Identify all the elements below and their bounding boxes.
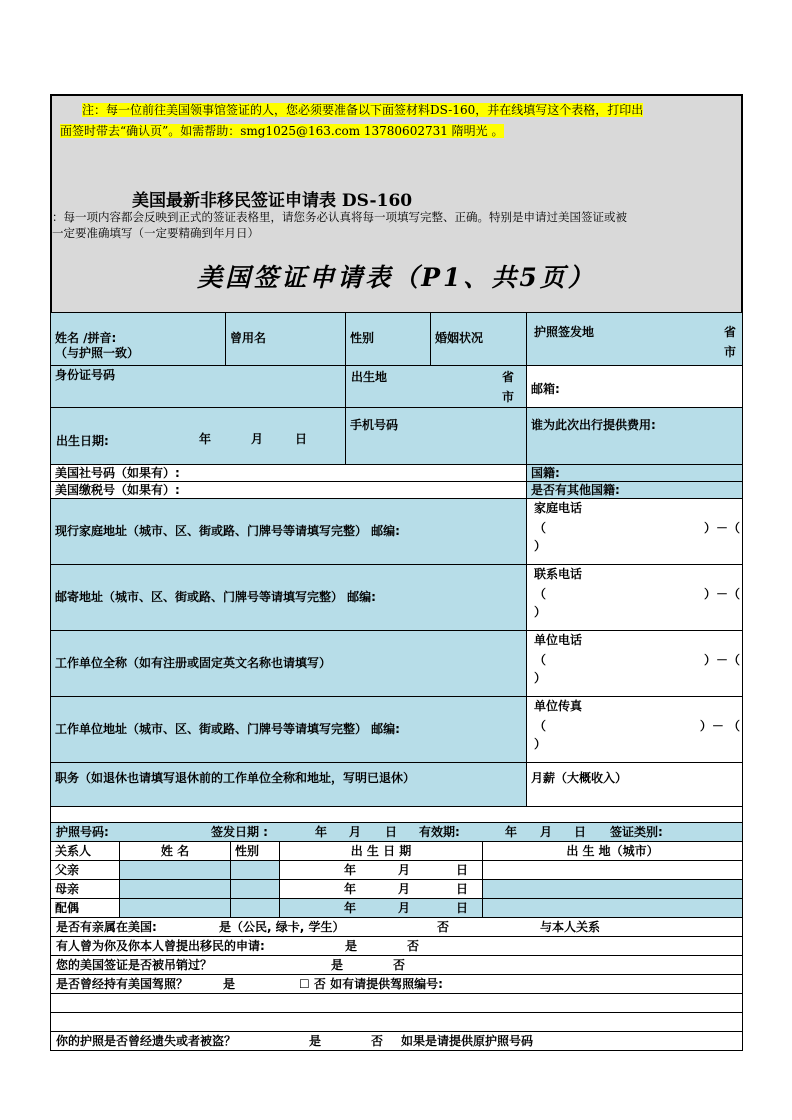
form-page xyxy=(50,94,743,1084)
other-nationality-field[interactable] xyxy=(526,481,743,499)
home-phone-close: ） xyxy=(534,539,547,553)
blank-row[interactable] xyxy=(50,1012,743,1032)
spouse-birthdate-input[interactable]: 年 月 日 xyxy=(279,898,483,918)
father-birthplace-input[interactable] xyxy=(482,860,743,880)
birthplace-field[interactable] xyxy=(345,365,527,408)
email-field[interactable] xyxy=(526,365,743,408)
rel-gender-header: 性别 xyxy=(230,841,280,861)
work-fax-close: ） xyxy=(534,737,547,751)
work-phone-lparen: （ xyxy=(534,653,547,667)
home-phone-field[interactable] xyxy=(526,498,743,565)
rel-birthdate-header: 出 生 日 期 xyxy=(279,841,483,861)
work-phone-label: 单位电话 xyxy=(534,633,583,647)
ssn-label: 美国社号码（如果有）: xyxy=(55,466,180,480)
father-gender-input[interactable] xyxy=(230,860,280,880)
father-name-input[interactable] xyxy=(119,860,231,880)
birth-day-label: 日 xyxy=(295,432,308,446)
work-fax-lparen: （ xyxy=(534,719,547,733)
license-number-input[interactable] xyxy=(50,993,743,1013)
position-field[interactable] xyxy=(50,762,527,807)
gender-field[interactable] xyxy=(345,312,431,366)
rel-name-header: 姓 名 xyxy=(119,841,231,861)
id-number-field[interactable] xyxy=(50,365,346,408)
payer-field[interactable] xyxy=(526,407,743,465)
employer-name-field[interactable] xyxy=(50,630,527,697)
gender-label: 性别 xyxy=(350,331,375,345)
used-name-field[interactable] xyxy=(225,312,346,366)
tax-id-label: 美国缴税号（如果有）: xyxy=(55,483,180,497)
form-grid xyxy=(50,312,743,1084)
work-fax-field[interactable] xyxy=(526,696,743,763)
used-name-label: 曾用名 xyxy=(230,331,267,345)
passport-row[interactable] xyxy=(50,822,743,842)
mother-birthplace-input[interactable] xyxy=(482,879,743,899)
issue-day-label: 日 xyxy=(385,825,398,839)
home-phone-lparen: （ xyxy=(534,521,547,535)
birth-date-label: 出生日期: xyxy=(56,434,109,448)
marital-label: 婚姻状况 xyxy=(435,331,484,345)
employer-address-field[interactable] xyxy=(50,696,527,763)
contact-phone-field[interactable] xyxy=(526,564,743,631)
nationality-field[interactable] xyxy=(526,464,743,482)
instruction-line-2: 一定要准确填写（一定要精确到年月日） xyxy=(52,226,259,240)
passport-province-label: 省 xyxy=(723,325,736,339)
issue-year-label: 年 xyxy=(315,825,328,839)
valid-until-label: 有效期: xyxy=(419,825,460,839)
birthplace-province-label: 省 xyxy=(501,370,514,384)
salary-label: 月薪（大概收入） xyxy=(531,771,628,785)
spouse-birthplace-input[interactable] xyxy=(482,898,743,918)
passport-place-label: 护照签发地 xyxy=(534,325,595,339)
passport-city-label: 市 xyxy=(723,345,736,359)
spacer-row xyxy=(50,806,743,823)
contact-phone-label: 联系电话 xyxy=(534,567,583,581)
mother-name-input[interactable] xyxy=(119,879,231,899)
nationality-label: 国籍: xyxy=(531,466,560,480)
question-revoked-row[interactable]: 您的美国签证是否被吊销过？ 是 否 xyxy=(50,955,743,975)
spouse-gender-input[interactable] xyxy=(230,898,280,918)
position-label: 职务（如退休也请填写退休前的工作单位全称和地址，写明已退休） xyxy=(55,771,416,785)
work-phone-field[interactable] xyxy=(526,630,743,697)
instructions xyxy=(52,209,743,241)
visa-type-label: 签证类别: xyxy=(610,825,663,839)
birth-date-field[interactable] xyxy=(50,407,346,465)
employer-name-label: 工作单位全称（如有注册或固定英文名称也请填写） xyxy=(55,656,332,670)
instruction-line-1: ：每一项内容都会反映到正式的签证表格里，请您务必认真将每一项填写完整、正确。特别是申请过美国签证或被 xyxy=(52,210,627,224)
name-note: （与护照一致） xyxy=(55,346,140,360)
name-field[interactable] xyxy=(50,312,226,366)
issue-date-label: 签发日期 : xyxy=(211,825,268,839)
father-label-cell: 父亲 xyxy=(50,860,120,880)
passport-no-label: 护照号码: xyxy=(56,825,109,839)
question-immigrant-row[interactable]: 有人曾为你及你本人曾提出移民的申请: 是 否 xyxy=(50,936,743,956)
valid-year-label: 年 xyxy=(505,825,518,839)
work-phone-close: ） xyxy=(534,671,547,685)
birth-month-label: 月 xyxy=(251,432,264,446)
work-fax-mid: ）－ （ xyxy=(699,719,740,733)
home-phone-mid: ）－（ xyxy=(703,521,740,535)
rel-birthplace-header: 出 生 地（城市） xyxy=(482,841,743,861)
employer-address-label: 工作单位地址（城市、区、街或路、门牌号等请填写完整） 邮编: xyxy=(55,722,400,736)
payer-label: 谁为此次出行提供费用: xyxy=(531,418,656,432)
spouse-name-input[interactable] xyxy=(119,898,231,918)
contact-phone-lparen: （ xyxy=(534,587,547,601)
other-nationality-label: 是否有其他国籍: xyxy=(531,483,620,497)
birthplace-label: 出生地 xyxy=(351,370,388,384)
birthplace-city-label: 市 xyxy=(501,390,514,404)
home-address-field[interactable] xyxy=(50,498,527,565)
name-label: 姓名 /拼音: xyxy=(55,331,117,345)
work-phone-mid: ）－（ xyxy=(703,653,740,667)
mother-gender-input[interactable] xyxy=(230,879,280,899)
contact-phone-mid: ）－（ xyxy=(703,587,740,601)
birth-year-label: 年 xyxy=(199,432,212,446)
ssn-field[interactable] xyxy=(50,464,527,482)
question-lost-passport-row[interactable]: 你的护照是否曾经遗失或者被盗？ 是 否 如果是请提供原护照号码 xyxy=(50,1031,743,1051)
marital-status-field[interactable] xyxy=(430,312,527,366)
notice-text xyxy=(60,100,740,142)
mobile-label: 手机号码 xyxy=(350,418,399,432)
question-license-row[interactable]: 是否曾经持有美国驾照？ 是 ☐ 否 如有请提供驾照编号: xyxy=(50,974,743,994)
salary-field[interactable] xyxy=(526,762,743,807)
tax-id-field[interactable] xyxy=(50,481,527,499)
id-number-label: 身份证号码 xyxy=(55,368,116,382)
father-birthdate-input[interactable]: 年 月 日 xyxy=(279,860,483,880)
email-label: 邮箱: xyxy=(531,382,560,396)
valid-month-label: 月 xyxy=(540,825,553,839)
form-title: 美国最新非移民签证申请表 DS-160 xyxy=(132,191,413,211)
contact-phone-close: ） xyxy=(534,605,547,619)
mail-address-field[interactable] xyxy=(50,564,527,631)
home-phone-label: 家庭电话 xyxy=(534,501,583,515)
home-address-label: 现行家庭地址（城市、区、街或路、门牌号等请填写完整） 邮编: xyxy=(55,524,400,538)
issue-month-label: 月 xyxy=(349,825,362,839)
valid-day-label: 日 xyxy=(574,825,587,839)
mother-label-cell: 母亲 xyxy=(50,879,120,899)
mobile-field[interactable] xyxy=(345,407,527,465)
passport-place-field[interactable] xyxy=(526,312,743,366)
relation-header: 关系人 xyxy=(50,841,120,861)
question-relatives-row[interactable]: 是否有亲属在美国: 是（公民, 绿卡, 学生） 否 与本人关系 xyxy=(50,917,743,937)
spouse-label-cell: 配偶 xyxy=(50,898,120,918)
work-fax-label: 单位传真 xyxy=(534,699,583,713)
mother-birthdate-input[interactable]: 年 月 日 xyxy=(279,879,483,899)
notice-line-2: 面签时带去“确认页”。如需帮助：smg1025@163.com 13780602731 隋明光 。 xyxy=(60,124,504,138)
form-header xyxy=(50,94,743,314)
page-title: 美国签证申请表（P1、共5页） xyxy=(197,263,596,292)
notice-line-1: 注：每一位前往美国领事馆签证的人，您必须要准备以下面签材料DS-160，并在线填写这个表格，打印出 xyxy=(82,103,644,117)
mail-address-label: 邮寄地址（城市、区、街或路、门牌号等请填写完整） 邮编: xyxy=(55,590,376,604)
